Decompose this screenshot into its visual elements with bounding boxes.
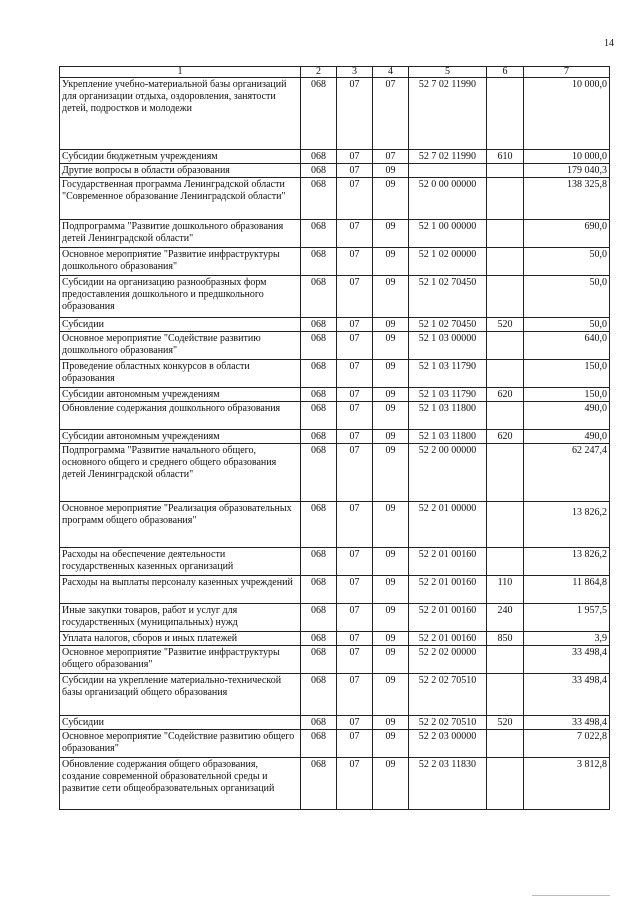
cell-amount: 10 000,0 xyxy=(524,78,610,150)
cell-rz: 07 xyxy=(337,646,373,674)
cell-pr: 09 xyxy=(373,164,409,178)
cell-vr: 520 xyxy=(487,318,524,332)
cell-vr: 620 xyxy=(487,430,524,444)
table-row xyxy=(60,178,610,220)
cell-pr: 09 xyxy=(373,332,409,360)
cell-name: Субсидии бюджетным учреждениям xyxy=(60,150,301,164)
cell-amount: 33 498,4 xyxy=(524,716,610,730)
col-header: 2 xyxy=(301,67,337,78)
table-row xyxy=(60,164,610,178)
cell-pr: 09 xyxy=(373,248,409,276)
cell-csr: 52 2 01 00160 xyxy=(409,576,487,604)
cell-name: Другие вопросы в области образования xyxy=(60,164,301,178)
cell-vr: 520 xyxy=(487,716,524,730)
cell-amount: 690,0 xyxy=(524,220,610,248)
cell-ved: 068 xyxy=(301,576,337,604)
cell-name: Субсидии автономным учреждениям xyxy=(60,430,301,444)
cell-rz: 07 xyxy=(337,604,373,632)
cell-ved: 068 xyxy=(301,164,337,178)
cell-amount: 179 040,3 xyxy=(524,164,610,178)
cell-csr: 52 0 00 00000 xyxy=(409,178,487,220)
table-row xyxy=(60,716,610,730)
cell-name: Субсидии xyxy=(60,318,301,332)
cell-vr xyxy=(487,332,524,360)
cell-vr xyxy=(487,402,524,430)
cell-vr xyxy=(487,502,524,548)
cell-vr xyxy=(487,276,524,318)
cell-pr: 09 xyxy=(373,674,409,716)
cell-amount: 150,0 xyxy=(524,360,610,388)
cell-ved: 068 xyxy=(301,632,337,646)
table-row xyxy=(60,276,610,318)
cell-rz: 07 xyxy=(337,502,373,548)
table-row xyxy=(60,758,610,810)
table-row xyxy=(60,78,610,150)
footer-mark xyxy=(532,895,610,896)
cell-vr xyxy=(487,164,524,178)
cell-name: Подпрограмма "Развитие дошкольного образования детей Ленинградской области" xyxy=(60,220,301,248)
cell-ved: 068 xyxy=(301,248,337,276)
cell-rz: 07 xyxy=(337,444,373,502)
cell-pr: 09 xyxy=(373,758,409,810)
budget-table xyxy=(59,66,610,810)
cell-vr: 850 xyxy=(487,632,524,646)
cell-ved: 068 xyxy=(301,548,337,576)
cell-amount: 640,0 xyxy=(524,332,610,360)
page-number: 14 xyxy=(604,38,614,49)
cell-amount: 33 498,4 xyxy=(524,646,610,674)
cell-amount: 490,0 xyxy=(524,402,610,430)
cell-pr: 09 xyxy=(373,502,409,548)
cell-csr: 52 2 03 00000 xyxy=(409,730,487,758)
cell-pr: 07 xyxy=(373,150,409,164)
cell-ved: 068 xyxy=(301,332,337,360)
cell-rz: 07 xyxy=(337,276,373,318)
cell-ved: 068 xyxy=(301,502,337,548)
cell-amount: 138 325,8 xyxy=(524,178,610,220)
cell-amount: 10 000,0 xyxy=(524,150,610,164)
cell-pr: 07 xyxy=(373,78,409,150)
table-row xyxy=(60,730,610,758)
cell-name: Основное мероприятие "Развитие инфраструктуры общего образования" xyxy=(60,646,301,674)
table-row xyxy=(60,318,610,332)
cell-rz: 07 xyxy=(337,318,373,332)
table-row xyxy=(60,646,610,674)
cell-csr: 52 1 03 00000 xyxy=(409,332,487,360)
col-header: 5 xyxy=(409,67,487,78)
cell-pr: 09 xyxy=(373,444,409,502)
cell-vr xyxy=(487,220,524,248)
cell-csr xyxy=(409,164,487,178)
cell-name: Расходы на обеспечение деятельности государственных казенных организаций xyxy=(60,548,301,576)
cell-name: Основное мероприятие "Содействие развитию общего образования" xyxy=(60,730,301,758)
cell-vr xyxy=(487,646,524,674)
cell-amount: 490,0 xyxy=(524,430,610,444)
cell-rz: 07 xyxy=(337,716,373,730)
cell-vr: 110 xyxy=(487,576,524,604)
table-row xyxy=(60,402,610,430)
cell-vr xyxy=(487,360,524,388)
cell-pr: 09 xyxy=(373,576,409,604)
cell-csr: 52 1 03 11800 xyxy=(409,402,487,430)
cell-vr: 240 xyxy=(487,604,524,632)
cell-amount: 13 826,2 xyxy=(524,548,610,576)
cell-csr: 52 2 03 11830 xyxy=(409,758,487,810)
cell-csr: 52 1 02 00000 xyxy=(409,248,487,276)
cell-pr: 09 xyxy=(373,360,409,388)
cell-csr: 52 1 03 11790 xyxy=(409,360,487,388)
cell-csr: 52 2 00 00000 xyxy=(409,444,487,502)
cell-ved: 068 xyxy=(301,646,337,674)
cell-pr: 09 xyxy=(373,716,409,730)
cell-vr: 620 xyxy=(487,388,524,402)
cell-name: Расходы на выплаты персоналу казенных учреждений xyxy=(60,576,301,604)
table-row xyxy=(60,332,610,360)
col-header: 6 xyxy=(487,67,524,78)
cell-ved: 068 xyxy=(301,674,337,716)
cell-rz: 07 xyxy=(337,402,373,430)
cell-csr: 52 1 02 70450 xyxy=(409,318,487,332)
table-row xyxy=(60,388,610,402)
cell-ved: 068 xyxy=(301,276,337,318)
cell-amount: 11 864,8 xyxy=(524,576,610,604)
cell-ved: 068 xyxy=(301,430,337,444)
table-row xyxy=(60,674,610,716)
cell-csr: 52 2 02 70510 xyxy=(409,674,487,716)
cell-amount: 33 498,4 xyxy=(524,674,610,716)
cell-rz: 07 xyxy=(337,78,373,150)
cell-vr xyxy=(487,78,524,150)
cell-rz: 07 xyxy=(337,332,373,360)
cell-name: Проведение областных конкурсов в области образования xyxy=(60,360,301,388)
table-row xyxy=(60,248,610,276)
cell-name: Субсидии автономным учреждениям xyxy=(60,388,301,402)
cell-vr xyxy=(487,674,524,716)
col-header: 3 xyxy=(337,67,373,78)
cell-pr: 09 xyxy=(373,604,409,632)
cell-name: Укрепление учебно-материальной базы организаций для организации отдыха, оздоровления, занятости детей, подростков и молодежи xyxy=(60,78,301,150)
cell-amount: 50,0 xyxy=(524,318,610,332)
cell-pr: 09 xyxy=(373,178,409,220)
cell-pr: 09 xyxy=(373,388,409,402)
cell-name: Основное мероприятие "Содействие развитию дошкольного образования" xyxy=(60,332,301,360)
cell-amount: 50,0 xyxy=(524,248,610,276)
cell-pr: 09 xyxy=(373,730,409,758)
cell-pr: 09 xyxy=(373,548,409,576)
cell-pr: 09 xyxy=(373,430,409,444)
cell-ved: 068 xyxy=(301,150,337,164)
cell-rz: 07 xyxy=(337,220,373,248)
table-row xyxy=(60,632,610,646)
cell-csr: 52 2 01 00160 xyxy=(409,548,487,576)
cell-ved: 068 xyxy=(301,178,337,220)
cell-pr: 09 xyxy=(373,220,409,248)
table-row xyxy=(60,576,610,604)
cell-amount: 62 247,4 xyxy=(524,444,610,502)
cell-vr xyxy=(487,444,524,502)
cell-rz: 07 xyxy=(337,674,373,716)
cell-csr: 52 2 01 00160 xyxy=(409,632,487,646)
cell-csr: 52 1 03 11790 xyxy=(409,388,487,402)
cell-csr: 52 1 00 00000 xyxy=(409,220,487,248)
header-row xyxy=(60,67,610,78)
cell-csr: 52 2 01 00000 xyxy=(409,502,487,548)
cell-amount: 1 957,5 xyxy=(524,604,610,632)
cell-ved: 068 xyxy=(301,716,337,730)
table-row xyxy=(60,430,610,444)
cell-rz: 07 xyxy=(337,758,373,810)
cell-pr: 09 xyxy=(373,402,409,430)
cell-name: Обновление содержания дошкольного образования xyxy=(60,402,301,430)
cell-name: Подпрограмма "Развитие начального общего, основного общего и среднего общего образования детей Ленинградской области" xyxy=(60,444,301,502)
cell-ved: 068 xyxy=(301,730,337,758)
table-row xyxy=(60,150,610,164)
cell-rz: 07 xyxy=(337,178,373,220)
cell-rz: 07 xyxy=(337,388,373,402)
cell-csr: 52 2 02 00000 xyxy=(409,646,487,674)
cell-csr: 52 1 02 70450 xyxy=(409,276,487,318)
cell-rz: 07 xyxy=(337,430,373,444)
table-row xyxy=(60,360,610,388)
cell-vr xyxy=(487,248,524,276)
cell-pr: 09 xyxy=(373,318,409,332)
cell-ved: 068 xyxy=(301,78,337,150)
col-header: 1 xyxy=(60,67,301,78)
cell-ved: 068 xyxy=(301,360,337,388)
cell-vr xyxy=(487,178,524,220)
cell-name: Субсидии на организацию разнообразных форм предоставления дошкольного и предшкольного образования xyxy=(60,276,301,318)
cell-name: Иные закупки товаров, работ и услуг для государственных (муниципальных) нужд xyxy=(60,604,301,632)
cell-amount: 13 826,2 xyxy=(524,502,610,548)
cell-amount: 3 812,8 xyxy=(524,758,610,810)
cell-pr: 09 xyxy=(373,646,409,674)
cell-ved: 068 xyxy=(301,220,337,248)
cell-ved: 068 xyxy=(301,444,337,502)
cell-name: Государственная программа Ленинградской области "Современное образование Ленинградской области" xyxy=(60,178,301,220)
cell-name: Уплата налогов, сборов и иных платежей xyxy=(60,632,301,646)
table-row xyxy=(60,502,610,548)
cell-ved: 068 xyxy=(301,604,337,632)
cell-rz: 07 xyxy=(337,548,373,576)
cell-rz: 07 xyxy=(337,150,373,164)
cell-rz: 07 xyxy=(337,730,373,758)
cell-rz: 07 xyxy=(337,632,373,646)
cell-amount: 150,0 xyxy=(524,388,610,402)
cell-pr: 09 xyxy=(373,632,409,646)
cell-rz: 07 xyxy=(337,360,373,388)
table-row xyxy=(60,444,610,502)
table-row xyxy=(60,604,610,632)
cell-vr xyxy=(487,730,524,758)
cell-name: Субсидии xyxy=(60,716,301,730)
col-header: 4 xyxy=(373,67,409,78)
cell-rz: 07 xyxy=(337,164,373,178)
cell-csr: 52 2 02 70510 xyxy=(409,716,487,730)
cell-pr: 09 xyxy=(373,276,409,318)
cell-name: Основное мероприятие "Развитие инфраструктуры дошкольного образования" xyxy=(60,248,301,276)
cell-amount: 7 022,8 xyxy=(524,730,610,758)
cell-amount: 3,9 xyxy=(524,632,610,646)
cell-csr: 52 2 01 00160 xyxy=(409,604,487,632)
cell-ved: 068 xyxy=(301,758,337,810)
cell-name: Основное мероприятие "Реализация образовательных программ общего образования" xyxy=(60,502,301,548)
table-row xyxy=(60,220,610,248)
cell-amount: 50,0 xyxy=(524,276,610,318)
cell-rz: 07 xyxy=(337,248,373,276)
table-row xyxy=(60,548,610,576)
cell-vr xyxy=(487,758,524,810)
cell-ved: 068 xyxy=(301,388,337,402)
cell-ved: 068 xyxy=(301,318,337,332)
cell-csr: 52 7 02 11990 xyxy=(409,78,487,150)
col-header: 7 xyxy=(524,67,610,78)
cell-csr: 52 7 02 11990 xyxy=(409,150,487,164)
cell-csr: 52 1 03 11800 xyxy=(409,430,487,444)
cell-name: Субсидии на укрепление материально-технической базы организаций общего образования xyxy=(60,674,301,716)
cell-rz: 07 xyxy=(337,576,373,604)
cell-ved: 068 xyxy=(301,402,337,430)
cell-name: Обновление содержания общего образования, создание современной образовательной среды и развитие сети общеобразовательных организаций xyxy=(60,758,301,810)
cell-vr xyxy=(487,548,524,576)
cell-vr: 610 xyxy=(487,150,524,164)
